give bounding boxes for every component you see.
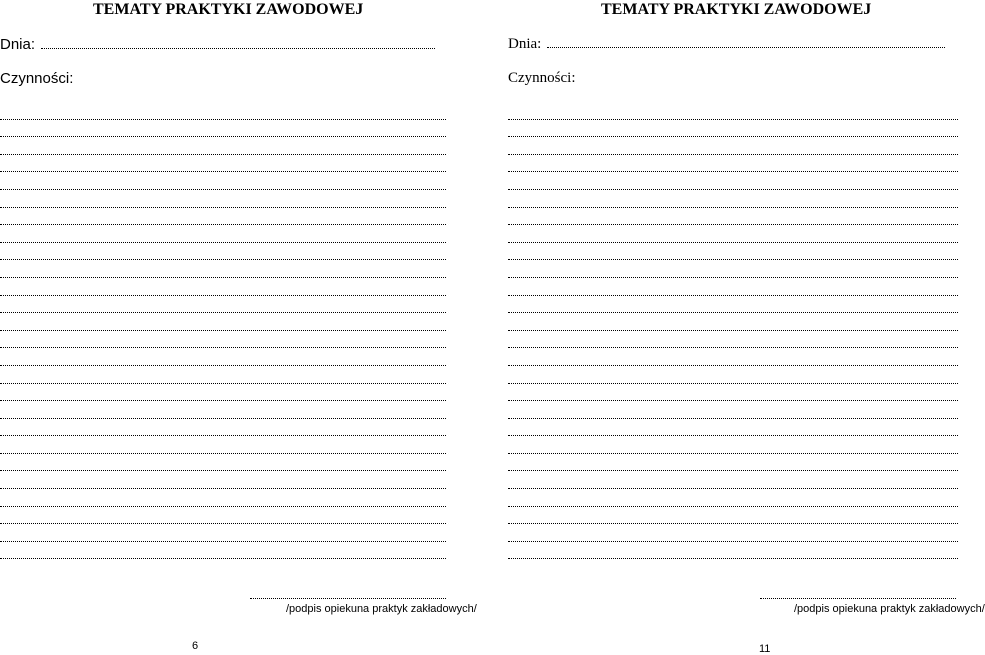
activity-blank-line[interactable] [0, 384, 446, 402]
left-page [0, 0, 477, 653]
activity-blank-line[interactable] [508, 366, 958, 384]
activity-blank-line[interactable] [508, 208, 958, 226]
activity-blank-line[interactable] [508, 243, 958, 261]
activity-blank-line[interactable] [0, 313, 446, 331]
activity-blank-line[interactable] [508, 348, 958, 366]
activity-blank-line[interactable] [0, 190, 446, 208]
activity-blank-line[interactable] [0, 348, 446, 366]
activity-blank-line[interactable] [0, 507, 446, 525]
activity-blank-line[interactable] [508, 507, 958, 525]
activity-blank-line[interactable] [0, 454, 446, 472]
activities-label: Czynności: [0, 70, 74, 87]
date-field [0, 36, 435, 53]
activity-blank-line[interactable] [508, 278, 958, 296]
activity-blank-line[interactable] [508, 120, 958, 138]
activity-blank-line[interactable] [508, 260, 958, 278]
activity-blank-line[interactable] [508, 384, 958, 402]
activity-blank-line[interactable] [508, 225, 958, 243]
activity-blank-line[interactable] [508, 331, 958, 349]
signature-label: /podpis opiekuna praktyk zakładowych/ [286, 603, 477, 615]
activity-blank-line[interactable] [0, 331, 446, 349]
activity-blank-line[interactable] [508, 102, 958, 120]
activity-blank-line[interactable] [0, 172, 446, 190]
activity-blank-line[interactable] [0, 419, 446, 437]
activity-blank-line[interactable] [508, 172, 958, 190]
signature-blank-line[interactable] [760, 592, 956, 599]
activity-blank-line[interactable] [508, 190, 958, 208]
activity-blank-line[interactable] [0, 155, 446, 173]
activity-blank-line[interactable] [0, 208, 446, 226]
right-page [508, 0, 985, 655]
date-blank-line[interactable] [41, 46, 435, 49]
signature-blank-line[interactable] [250, 592, 446, 599]
activity-blank-line[interactable] [508, 471, 958, 489]
page-title: TEMATY PRAKTYKI ZAWODOWEJ [93, 1, 364, 18]
activity-blank-line[interactable] [508, 419, 958, 437]
activity-blank-line[interactable] [0, 471, 446, 489]
activity-blank-line[interactable] [0, 542, 446, 560]
activity-blank-line[interactable] [508, 542, 958, 560]
activities-lines[interactable] [508, 102, 958, 559]
activity-blank-line[interactable] [508, 137, 958, 155]
activity-blank-line[interactable] [0, 137, 446, 155]
activity-blank-line[interactable] [0, 296, 446, 314]
activity-blank-line[interactable] [0, 366, 446, 384]
activity-blank-line[interactable] [0, 401, 446, 419]
activity-blank-line[interactable] [0, 489, 446, 507]
activity-blank-line[interactable] [508, 436, 958, 454]
date-field [508, 36, 945, 53]
date-blank-line[interactable] [547, 45, 945, 48]
activity-blank-line[interactable] [0, 524, 446, 542]
activity-blank-line[interactable] [508, 454, 958, 472]
activity-blank-line[interactable] [0, 225, 446, 243]
activity-blank-line[interactable] [0, 102, 446, 120]
date-label: Dnia: [0, 36, 36, 53]
activity-blank-line[interactable] [508, 313, 958, 331]
activity-blank-line[interactable] [508, 296, 958, 314]
activity-blank-line[interactable] [0, 120, 446, 138]
activity-blank-line[interactable] [508, 401, 958, 419]
activity-blank-line[interactable] [0, 260, 446, 278]
activity-blank-line[interactable] [508, 155, 958, 173]
page-title: TEMATY PRAKTYKI ZAWODOWEJ [601, 1, 872, 18]
activity-blank-line[interactable] [0, 278, 446, 296]
page-number: 11 [759, 643, 771, 655]
activity-blank-line[interactable] [0, 243, 446, 261]
activity-blank-line[interactable] [0, 436, 446, 454]
activity-blank-line[interactable] [508, 489, 958, 507]
activities-label: Czynności: [508, 70, 576, 86]
page-number: 6 [192, 640, 199, 652]
activities-lines[interactable] [0, 102, 446, 559]
activity-blank-line[interactable] [508, 524, 958, 542]
date-label: Dnia: [508, 36, 542, 52]
signature-label: /podpis opiekuna praktyk zakładowych/ [794, 603, 985, 615]
